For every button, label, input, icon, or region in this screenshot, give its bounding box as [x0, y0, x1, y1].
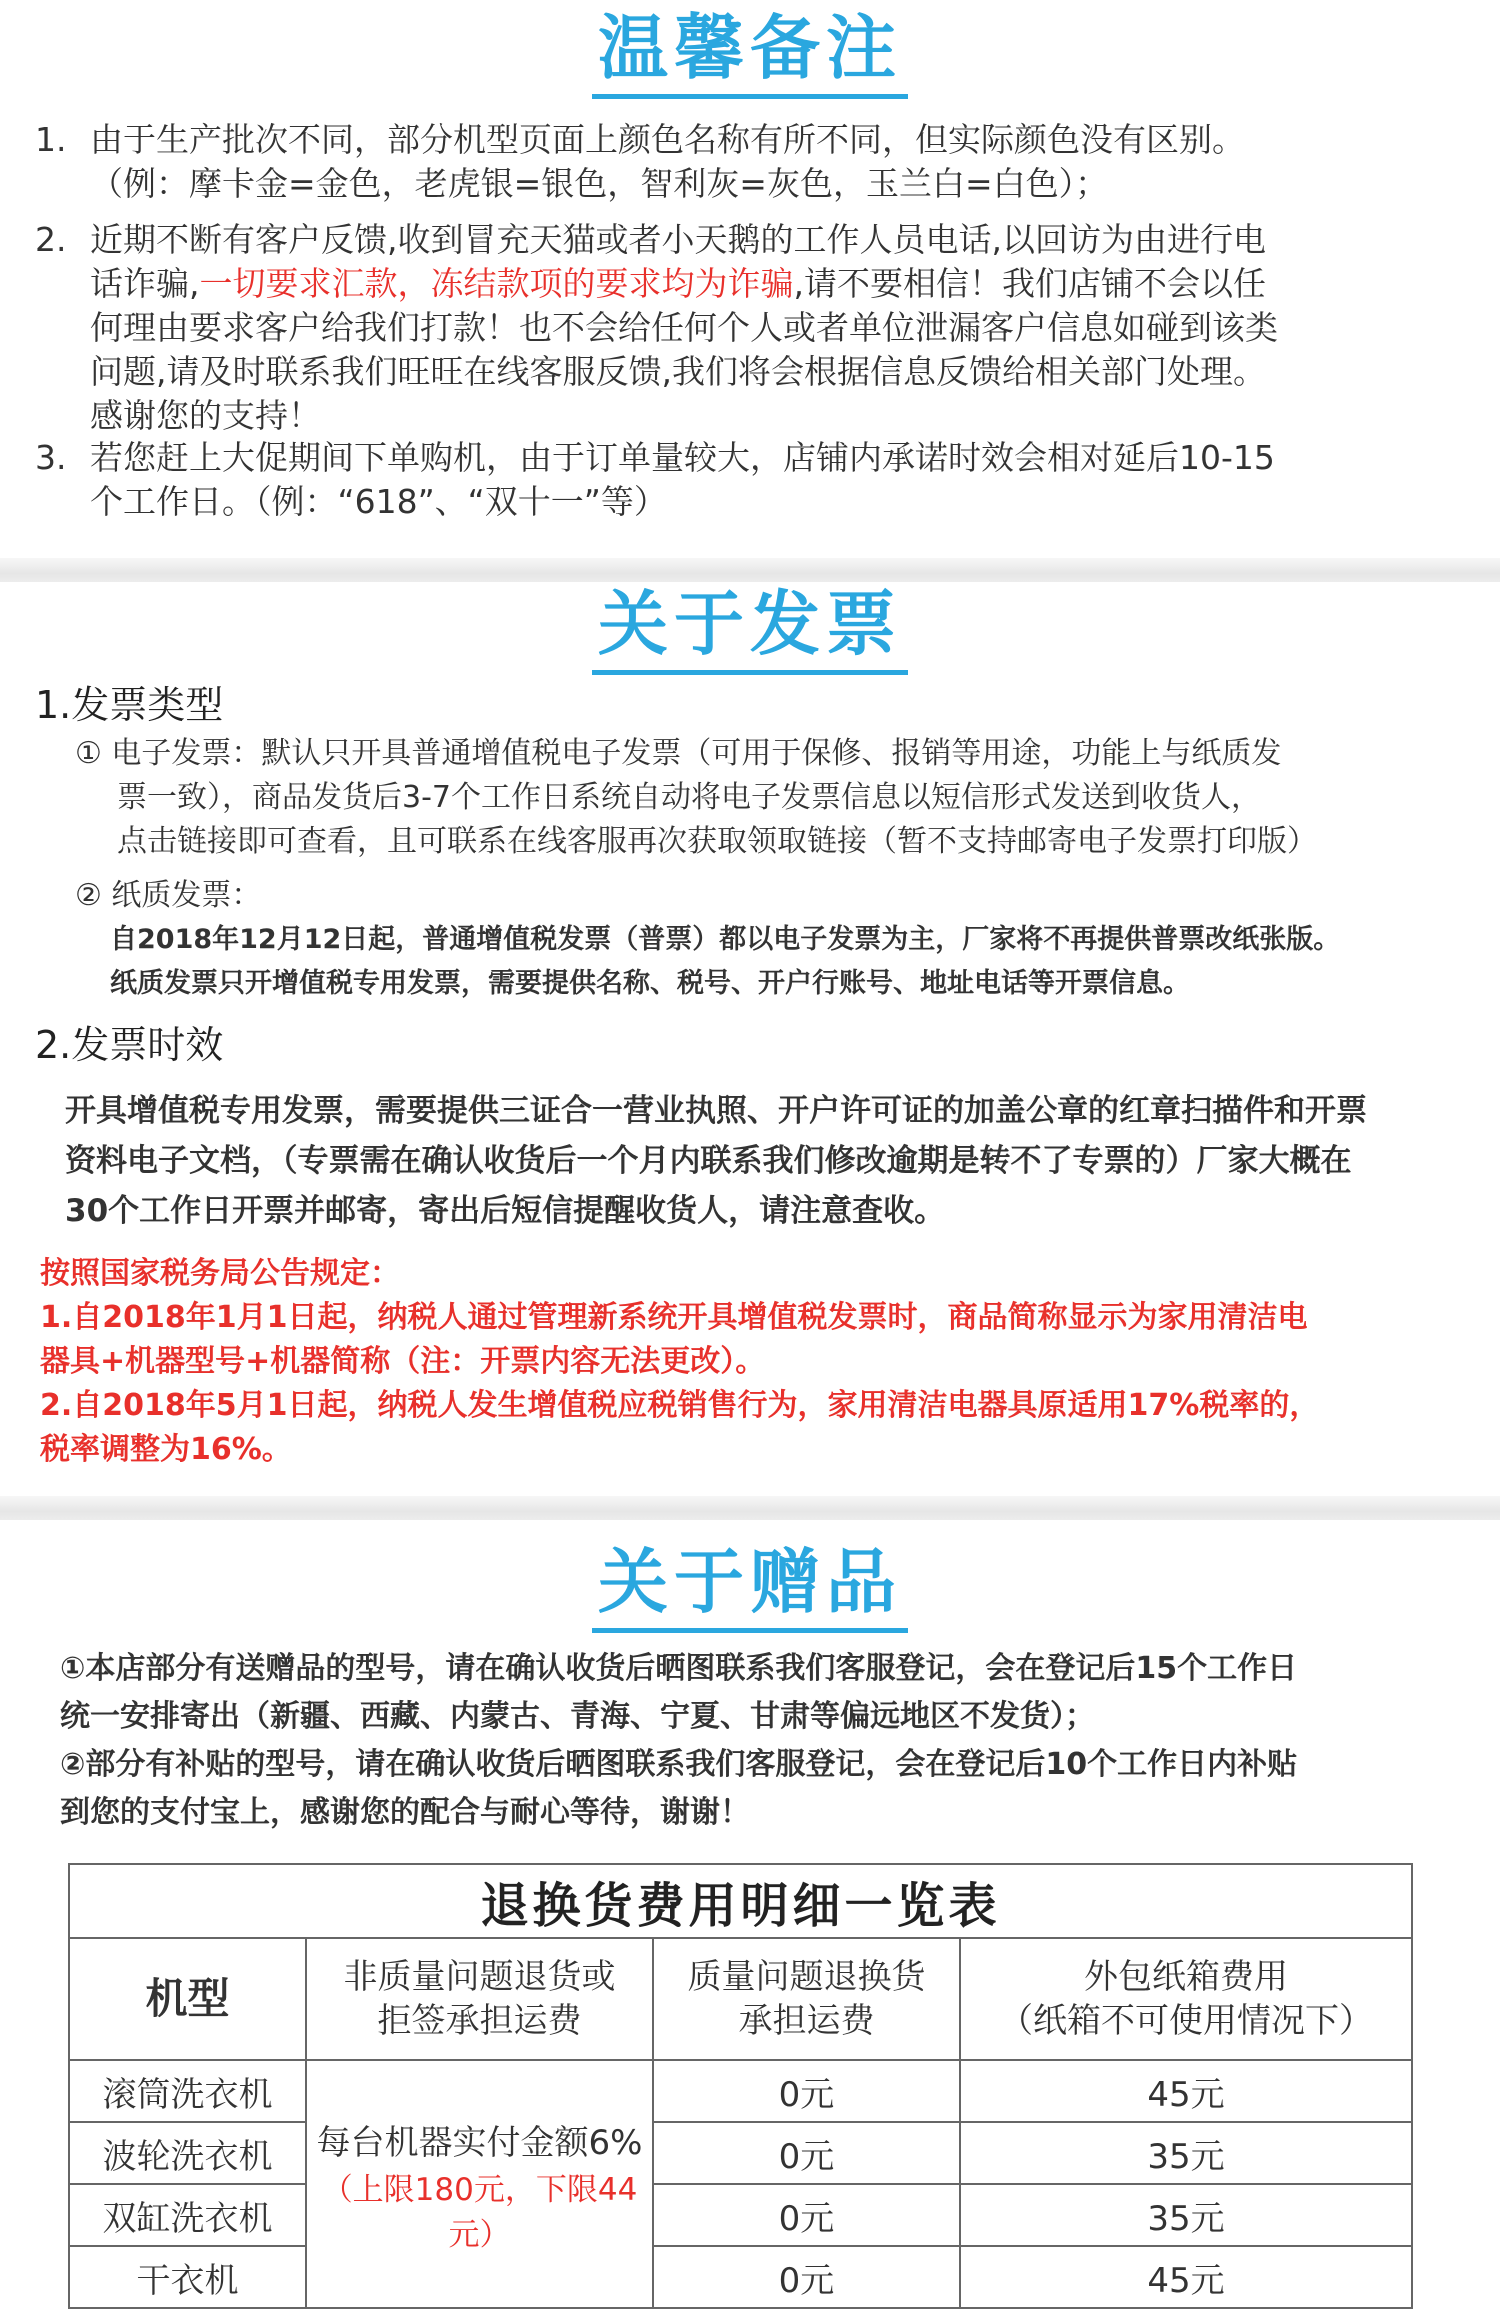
section-divider	[0, 558, 1500, 584]
note-2-line: 问题,请及时联系我们旺旺在线客服反馈,我们将会根据信息反馈给相关部门处理。	[90, 352, 1266, 391]
gifts-line: 到您的支付宝上，感谢您的配合与耐心等待，谢谢！	[60, 1795, 750, 1830]
paper-invoice	[110, 918, 1490, 1006]
model-cell: 干衣机	[69, 2246, 306, 2308]
model-cell: 滚筒洗衣机	[69, 2060, 306, 2122]
shared-fee-cell	[306, 2060, 653, 2308]
gifts-line: 统一安排寄出（新疆、西藏、内蒙古、青海、宁夏、甘肃等偏远地区不发货）；	[60, 1699, 1095, 1734]
header-text: （纸箱不可使用情况下）	[999, 2001, 1373, 2041]
header-text: 外包纸箱费用	[1084, 1957, 1288, 1997]
shared-limit: （上限180元，下限44元）	[321, 2171, 638, 2253]
electronic-line: ① 电子发票：默认只开具普通增值税电子发票（可用于保修、报销等用途，功能上与纸质发	[75, 736, 1282, 771]
note-3-number: 3.	[35, 438, 67, 477]
box-cell: 45元	[960, 2246, 1412, 2308]
box-cell: 35元	[960, 2184, 1412, 2246]
notes-section	[0, 0, 1500, 560]
invoice-section	[0, 582, 1500, 1496]
time-line: 开具增值税专用发票，需要提供三证合一营业执照、开户许可证的加盖公章的红章扫描件和开票	[65, 1093, 1367, 1129]
note-1-line: 由于生产批次不同，部分机型页面上颜色名称有所不同，但实际颜色没有区别。	[90, 120, 1245, 159]
header-text: 拒签承担运费	[377, 2001, 582, 2041]
header-quality	[653, 1938, 960, 2060]
note-2-number: 2.	[35, 220, 67, 259]
section-divider	[0, 1496, 1500, 1522]
quality-cell: 0元	[653, 2060, 960, 2122]
time-line: 30个工作日开票并邮寄，寄出后短信提醒收货人，请注意查收。	[65, 1193, 946, 1229]
tax-line: 2.自2018年5月1日起，纳税人发生增值税应税销售行为，家用清洁电器具原适用17%税率的，	[40, 1388, 1320, 1423]
gifts-section	[0, 1520, 1500, 2322]
tax-line: 1.自2018年1月1日起，纳税人通过管理新系统开具增值税发票时，商品简称显示为家用清洁电	[40, 1300, 1308, 1335]
note-1-number: 1.	[35, 120, 67, 159]
tax-line: 税率调整为16%。	[40, 1432, 292, 1467]
paper-line: 自2018年12月12日起，普通增值税发票（普票）都以电子发票为主，厂家将不再提供普票改纸张版。	[110, 924, 1341, 955]
header-text: 非质量问题退货或	[343, 1957, 616, 1997]
paper-line: 纸质发票只开增值税专用发票，需要提供名称、税号、开户行账号、地址电话等开票信息。	[110, 968, 1190, 999]
table-row	[69, 2246, 1412, 2308]
electronic-invoice	[75, 732, 1475, 864]
note-2-line: 感谢您的支持！	[90, 396, 321, 435]
model-cell: 波轮洗衣机	[69, 2122, 306, 2184]
tax-line: 器具+机器型号+机器简称（注：开票内容无法更改）。	[40, 1344, 766, 1379]
note-3-line: 个工作日。（例：“618”、“双十一”等）	[90, 482, 667, 521]
header-text: 质量问题退换货	[687, 1957, 926, 1997]
box-cell: 45元	[960, 2060, 1412, 2122]
table-row	[69, 2184, 1412, 2246]
note-3-line: 若您赶上大促期间下单购机，由于订单量较大，店铺内承诺时效会相对延后10-15	[90, 438, 1275, 477]
invoice-type-heading: 1.发票类型	[35, 683, 224, 727]
note-1-line: （例：摩卡金=金色，老虎银=银色，智利灰=灰色，玉兰白=白色）；	[90, 164, 1109, 203]
invoice-time-text	[65, 1086, 1485, 1236]
model-cell: 双缸洗衣机	[69, 2184, 306, 2246]
box-cell: 35元	[960, 2122, 1412, 2184]
table-row	[69, 2122, 1412, 2184]
header-model: 机型	[69, 1938, 306, 2060]
electronic-line: 点击链接即可查看，且可联系在线客服再次获取领取链接（暂不支持邮寄电子发票打印版）	[117, 824, 1317, 859]
gifts-title: 关于赠品	[592, 1540, 908, 1633]
time-line: 资料电子文档，（专票需在确认收货后一个月内联系我们修改逾期是转不了专票的）厂家大概在	[65, 1143, 1352, 1179]
gifts-line: ②部分有补贴的型号，请在确认收货后晒图联系我们客服登记，会在登记后10个工作日内补贴	[60, 1747, 1298, 1782]
note-2-text: ,请不要相信！我们店铺不会以任	[793, 264, 1266, 303]
gifts-line: ①本店部分有送赠品的型号，请在确认收货后晒图联系我们客服登记，会在登记后15个工作日	[60, 1651, 1298, 1686]
header-text: 承担运费	[738, 2001, 875, 2041]
table-header-row	[69, 1938, 1412, 2060]
quality-cell: 0元	[653, 2246, 960, 2308]
invoice-title: 关于发票	[592, 582, 908, 675]
paper-invoice-label: ② 纸质发票：	[75, 878, 262, 913]
gifts-text	[60, 1645, 1480, 1837]
tax-notice	[40, 1252, 1480, 1472]
note-3	[90, 436, 1490, 524]
quality-cell: 0元	[653, 2184, 960, 2246]
return-fee-table	[68, 1863, 1413, 2309]
header-box	[960, 1938, 1412, 2060]
note-2-text: 话诈骗,	[90, 264, 200, 303]
tax-line: 按照国家税务局公告规定：	[40, 1256, 400, 1291]
notes-title: 温馨备注	[592, 6, 908, 99]
quality-cell: 0元	[653, 2122, 960, 2184]
table-caption: 退换货费用明细一览表	[69, 1864, 1412, 1938]
invoice-time-heading: 2.发票时效	[35, 1023, 224, 1067]
fraud-warning: 一切要求汇款，冻结款项的要求均为诈骗	[199, 264, 794, 303]
header-non-quality	[306, 1938, 653, 2060]
note-2	[90, 218, 1480, 438]
electronic-line: 票一致），商品发货后3-7个工作日系统自动将电子发票信息以短信形式发送到收货人，	[117, 780, 1261, 815]
table-row	[69, 2060, 1412, 2122]
note-1	[90, 118, 1480, 206]
note-2-line: 近期不断有客户反馈,收到冒充天猫或者小天鹅的工作人员电话,以回访为由进行电	[90, 220, 1266, 259]
shared-fee: 每台机器实付金额6%	[316, 2122, 643, 2163]
note-2-line: 何理由要求客户给我们打款！也不会给任何个人或者单位泄漏客户信息如碰到该类	[90, 308, 1278, 347]
note-2-line	[90, 262, 1480, 306]
